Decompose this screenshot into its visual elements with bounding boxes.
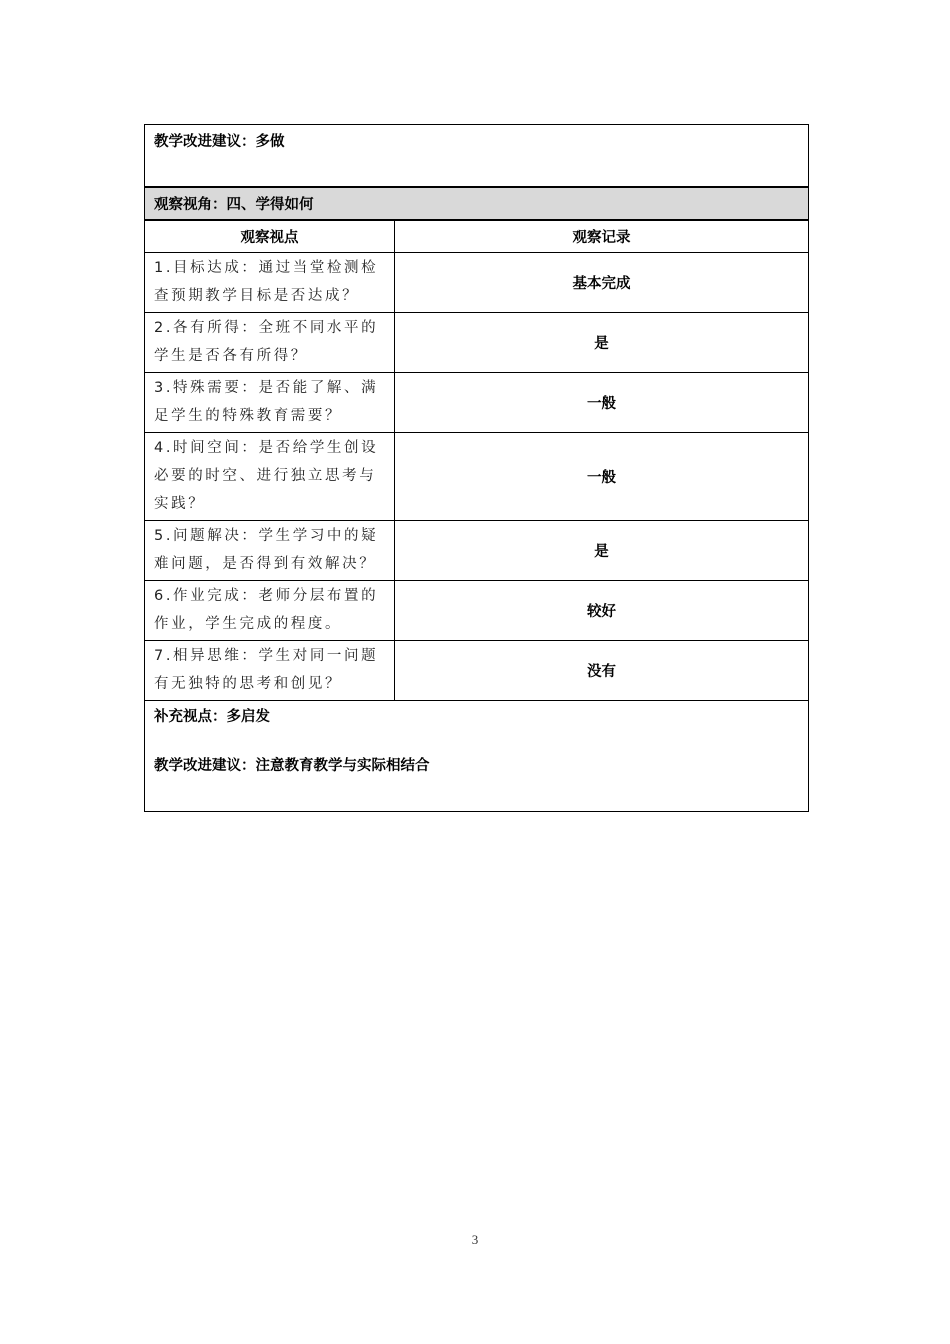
table-row	[145, 313, 809, 373]
observation-record: 基本完成	[395, 253, 809, 313]
observation-point: 3.特殊需要：是否能了解、满足学生的特殊教育需要？	[145, 373, 395, 433]
table-row	[145, 641, 809, 701]
observation-record: 没有	[395, 641, 809, 701]
section-title: 观察视角：四、学得如何	[145, 187, 809, 220]
observation-record: 是	[395, 313, 809, 373]
table-row	[145, 253, 809, 313]
improvement-row-top	[145, 125, 809, 188]
observation-record: 是	[395, 521, 809, 581]
observation-point: 5.问题解决：学生学习中的疑难问题，是否得到有效解决？	[145, 521, 395, 581]
table-row	[145, 521, 809, 581]
page-number: 3	[471, 1232, 479, 1247]
header-point: 观察视点	[145, 220, 395, 253]
table-row	[145, 581, 809, 641]
summary-cell	[145, 701, 809, 812]
observation-point: 4.时间空间：是否给学生创设必要的时空、进行独立思考与实践？	[145, 433, 395, 521]
observation-record: 较好	[395, 581, 809, 641]
observation-point: 7.相异思维：学生对同一问题有无独特的思考和创见？	[145, 641, 395, 701]
observation-table	[144, 124, 809, 812]
section-row	[145, 187, 809, 220]
improvement-suggestion-bottom: 教学改进建议：注意教育教学与实际相结合	[154, 758, 430, 774]
header-record: 观察记录	[395, 220, 809, 253]
observation-record: 一般	[395, 433, 809, 521]
observation-point: 6.作业完成：老师分层布置的作业，学生完成的程度。	[145, 581, 395, 641]
improvement-suggestion-top: 教学改进建议：多做	[145, 125, 809, 188]
observation-record: 一般	[395, 373, 809, 433]
header-row	[145, 220, 809, 253]
summary-row	[145, 701, 809, 812]
observation-point: 1.目标达成：通过当堂检测检查预期教学目标是否达成？	[145, 253, 395, 313]
table-row	[145, 433, 809, 521]
supplement-point: 补充视点：多启发	[154, 709, 270, 725]
table-row	[145, 373, 809, 433]
observation-point: 2.各有所得：全班不同水平的学生是否各有所得？	[145, 313, 395, 373]
